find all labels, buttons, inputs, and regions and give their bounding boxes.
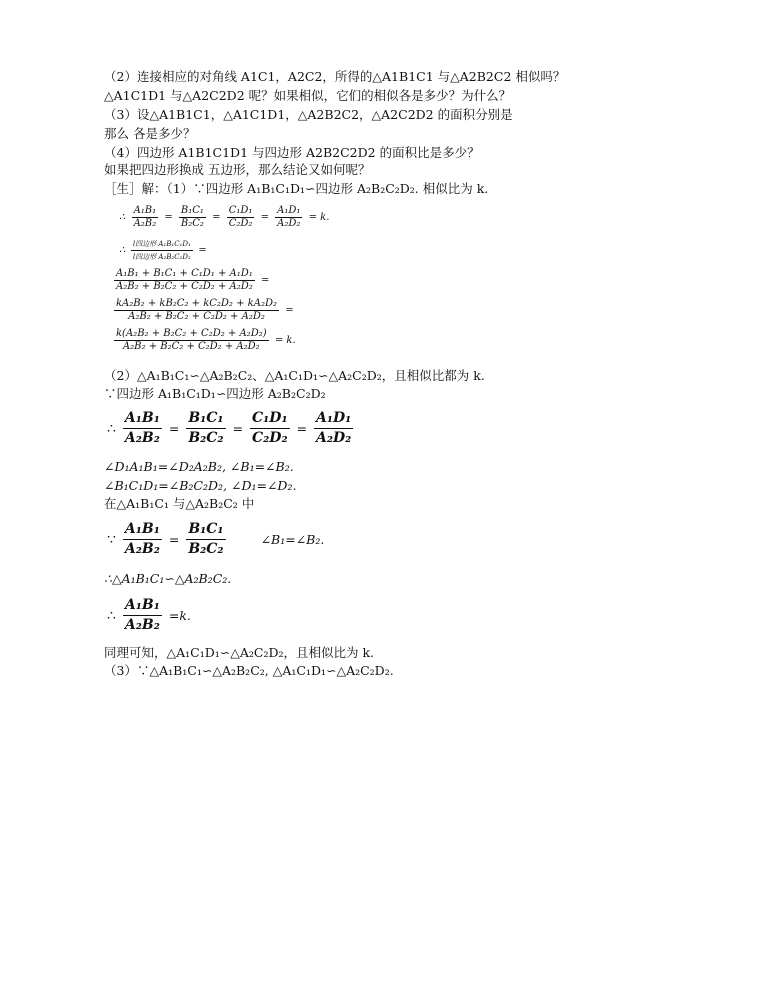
- equation-factored: $\frac{\text{k(A₂B₂ + B₂C₂ + C₂D₂ + A₂D₂)}}{\text{A₂B₂ + B₂C₂ + C₂D₂ + A₂D₂}}$ = k.: [116, 328, 296, 352]
- angle-b-equality: ∠B₁=∠B₂.: [260, 532, 325, 547]
- denominator: B₂C₂: [188, 541, 224, 557]
- because-symbol: ∵: [107, 531, 116, 548]
- denominator: A₂B₂: [124, 430, 160, 446]
- angle-equality-2: ∠B₁C₁D₁=∠B₂C₂D₂, ∠D₁=∠D₂.: [104, 478, 297, 493]
- denominator: C₂D₂: [252, 430, 288, 446]
- denominator: A₂B₂: [133, 218, 157, 229]
- equation-side-ratios: ∴ $\frac{\text{A₁B₁}}{\text{A₂B₂}}$ = $\frac{\text{B₁C₁}}{\text{B₂C₂}}$ = $\frac{\text{C₁D₁}}{\text{C₂D₂}}$ = $\frac{\text{A₁D₁}}{\text{A₂D₂}}$: [104, 409, 353, 448]
- denominator: A₂B₂ + B₂C₂ + C₂D₂ + A₂D₂: [116, 281, 253, 292]
- therefore-symbol: ∴: [107, 420, 116, 437]
- numerator: C₁D₁: [228, 205, 253, 216]
- numerator: B₁C₁: [186, 520, 225, 540]
- therefore-symbol: ∴: [107, 607, 116, 624]
- q3-line-1: （3）设△A1B1C1，△A1C1D1，△A2B2C2，△A2C2D2 的面积分别是: [104, 107, 513, 122]
- fraction: [227, 205, 255, 230]
- q2-line-2: △A1C1D1 与△A2C2D2 呢？如果相似，它们的相似各是多少？为什么？: [104, 88, 512, 103]
- similarly-line: 同理可知，△A₁C₁D₁∽△A₂C₂D₂，且相似比为 k.: [104, 645, 375, 660]
- in-triangles-line: 在△A₁B₁C₁ 与△A₂B₂C₂ 中: [104, 496, 255, 511]
- equation-ratio-k: [104, 596, 194, 635]
- fraction: [123, 409, 162, 448]
- numerator: k(A₂B₂ + B₂C₂ + C₂D₂ + A₂D₂): [116, 328, 267, 339]
- q4-line-1: （4）四边形 A1B1C1D1 与四边形 A2B2C2D2 的面积比是多少？: [104, 145, 480, 160]
- fraction: [314, 409, 353, 448]
- q4-line-2: 如果把四边形换成 五边形，那么结论又如何呢？: [104, 162, 371, 177]
- numerator: A₁B₁: [123, 520, 162, 540]
- denominator: A₂D₂: [316, 430, 352, 446]
- equation-ratio-chain: ∴ $\frac{\text{A₁B₁}}{\text{A₂B₂}}$ = $\frac{\text{B₁C₁}}{\text{B₂C₂}}$ = $\frac{\text{C₁D₁}}{\text{C₂D₂}}$ = $\frac{\text{A₁D₁}}{\text{A₂D₂}}$ = k.: [116, 205, 332, 230]
- denominator: A₂B₂: [124, 541, 160, 557]
- solution-intro: ［生］解：（1）∵四边形 A₁B₁C₁D₁∽四边形 A₂B₂C₂D₂. 相似比为 k.: [104, 181, 489, 196]
- numerator: A₁B₁ + B₁C₁ + C₁D₁ + A₁D₁: [116, 268, 253, 279]
- numerator: C₁D₁: [250, 409, 290, 429]
- equation-because-ratios: ∵ $\frac{\text{A₁B₁}}{\text{A₂B₂}}$ = $\frac{\text{B₁C₁}}{\text{B₂C₂}}$ ∠B₁=∠B₂.: [104, 520, 327, 559]
- denominator: A₂D₂: [277, 218, 301, 229]
- part2-line-2: ∵四边形 A₁B₁C₁D₁∽四边形 A₂B₂C₂D₂: [104, 386, 326, 401]
- denominator: A₂B₂: [124, 617, 160, 633]
- fraction: [132, 205, 159, 230]
- conclusion-similar: ∴△A₁B₁C₁∽△A₂B₂C₂.: [104, 571, 232, 586]
- fraction: [179, 205, 206, 230]
- numerator: A₁B₁: [123, 409, 162, 429]
- fraction: [123, 520, 162, 559]
- equals-k: = k.: [308, 212, 330, 223]
- angle-equality-1: ∠D₁A₁B₁=∠D₂A₂B₂, ∠B₁=∠B₂.: [104, 459, 294, 474]
- fraction: [186, 409, 225, 448]
- fraction: [275, 205, 302, 230]
- fraction: [186, 520, 225, 559]
- denominator: B₂C₂: [180, 218, 204, 229]
- therefore-symbol: ∴: [119, 212, 126, 223]
- numerator: l四边形 A₁B₁C₁D₁: [131, 238, 193, 251]
- numerator: A₁D₁: [277, 205, 301, 216]
- numerator: A₁D₁: [314, 409, 353, 429]
- equation-sum-ratio: $\frac{\text{A₁B₁ + B₁C₁ + C₁D₁ + A₁D₁}}{\text{A₂B₂ + B₂C₂ + C₂D₂ + A₂D₂}}$ =: [116, 268, 270, 292]
- part3-line: （3）∵△A₁B₁C₁∽△A₂B₂C₂, △A₁C₁D₁∽△A₂C₂D₂.: [104, 663, 394, 678]
- denominator: C₂D₂: [228, 218, 253, 229]
- denominator: l四边形 A₂B₂C₂D₂: [132, 253, 191, 261]
- numerator: A₁B₁: [133, 205, 157, 216]
- fraction: [123, 596, 162, 635]
- fraction: [114, 328, 269, 353]
- equals-k: =k.: [168, 608, 191, 623]
- fraction: [250, 409, 290, 448]
- fraction: [114, 268, 255, 293]
- numerator: kA₂B₂ + kB₂C₂ + kC₂D₂ + kA₂D₂: [116, 298, 277, 309]
- q2-line-1: （2）连接相应的对角线 A1C1，A2C2，所得的△A1B1C1 与△A2B2C2 相似吗？: [104, 69, 566, 84]
- equation-perimeter-ratio: ∴ $\frac{\text{l四边形 A₁B₁C₁D₁}}{\text{l四边形 A₂B₂C₂D₂}}$ =: [116, 238, 210, 263]
- fraction: [114, 298, 279, 323]
- denominator: B₂C₂: [188, 430, 224, 446]
- numerator: A₁B₁: [123, 596, 162, 616]
- part2-line-1: （2）△A₁B₁C₁∽△A₂B₂C₂、△A₁C₁D₁∽△A₂C₂D₂，且相似比都为 k.: [104, 368, 485, 383]
- denominator: A₂B₂ + B₂C₂ + C₂D₂ + A₂D₂: [128, 311, 265, 322]
- q3-line-2: 那么 各是多少？: [104, 126, 196, 141]
- denominator: A₂B₂ + B₂C₂ + C₂D₂ + A₂D₂: [122, 341, 260, 352]
- fraction: [131, 238, 193, 263]
- numerator: B₁C₁: [186, 409, 225, 429]
- therefore-symbol: ∴: [119, 245, 126, 256]
- numerator: B₁C₁: [180, 205, 204, 216]
- equation-scaled-sum: $\frac{\text{kA₂B₂ + kB₂C₂ + kC₂D₂ + kA₂D₂}}{\text{A₂B₂ + B₂C₂ + C₂D₂ + A₂D₂}}$ =: [116, 298, 294, 322]
